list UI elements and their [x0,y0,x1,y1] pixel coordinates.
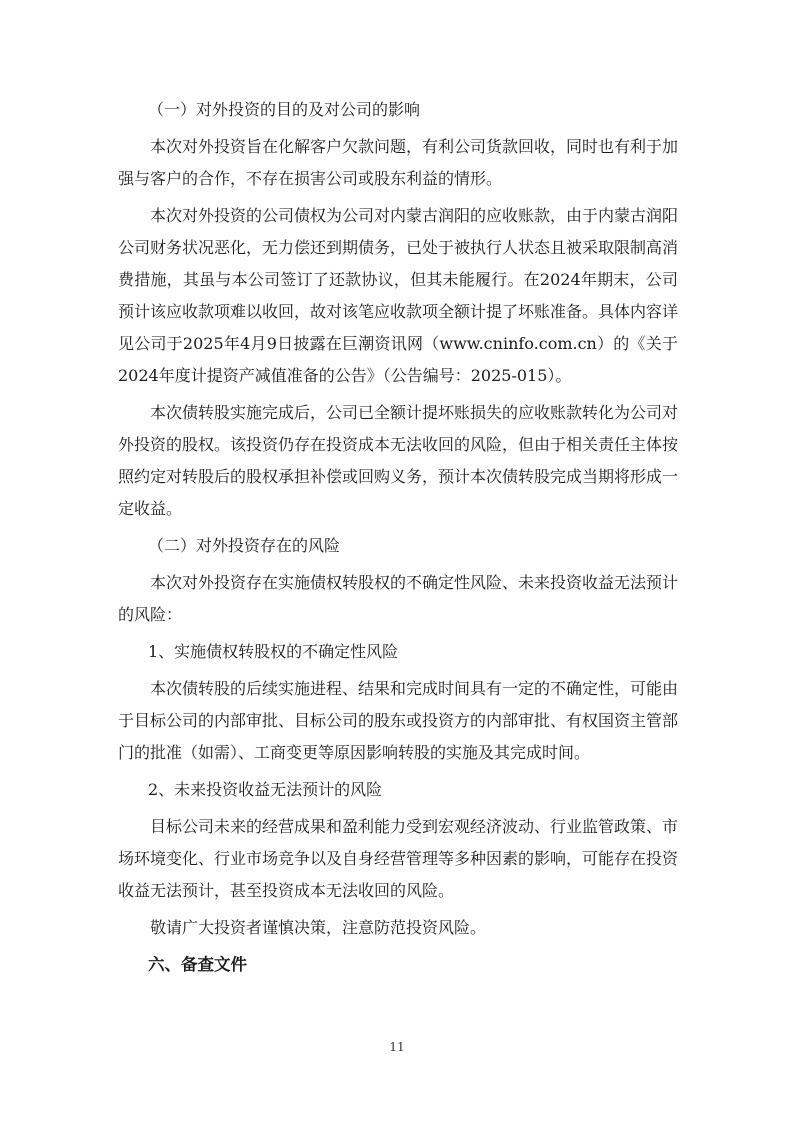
section-heading-investment-purpose: （一）对外投资的目的及对公司的影响 [148,100,421,119]
paragraph-debt-to-equity-result: 本次债转股实施完成后，公司已全额计提坏账损失的应收账款转化为公司对外投资的股权。该投资仍存在投资成本无法收回的风险，但由于相关责任主体按照约定对转股后的股权承担补偿或回购义务，预计本次债转股完成当期将形成一定收益。 [118,403,679,518]
subheading-return-risk: 2、未来投资收益无法预计的风险 [148,780,383,799]
paragraph-uncertainty-risk: 本次债转股的后续实施进程、结果和完成时间具有一定的不确定性，可能由于目标公司的内部审批、目标公司的股东或投资方的内部审批、有权国资主管部门的批准（如需）、工商变更等原因影响转股的实施及其完成时间。 [118,679,679,762]
section-heading-reference-documents: 六、备查文件 [148,955,247,974]
paragraph-return-risk: 目标公司未来的经营成果和盈利能力受到宏观经济波动、行业监管政策、市场环境变化、行业市场竞争以及自身经营管理等多种因素的影响，可能存在投资收益无法预计，甚至投资成本无法收回的风险。 [118,817,679,900]
section-heading-investment-risks: （二）对外投资存在的风险 [148,536,341,555]
subheading-uncertainty-risk: 1、实施债权转股权的不确定性风险 [148,642,399,661]
document-body [118,94,678,986]
page-number: 11 [389,1040,405,1054]
paragraph-risk-overview: 本次对外投资存在实施债权转股权的不确定性风险、未来投资收益无法预计的风险： [118,573,679,624]
paragraph-receivable-details: 本次对外投资的公司债权为公司对内蒙古润阳的应收账款，由于内蒙古润阳公司财务状况恶化，无力偿还到期债务，已处于被执行人状态且被采取限制高消费措施，其虽与本公司签订了还款协议，但其未能履行。在2024年期末，公司预计该应收款项难以收回，故对该笔应收款项全额计提了坏账准备。具体内容详见公司于2025年4月9日披露在巨潮资讯网（www.cninfo.com.cn）的《关于2024年度计提资产减值准备的公告》（公告编号：2025-015）。 [118,206,679,385]
paragraph-investment-aim: 本次对外投资旨在化解客户欠款问题，有利公司货款回收，同时也有利于加强与客户的合作，不存在损害公司或股东利益的情形。 [118,137,679,188]
paragraph-investor-caution: 敬请广大投资者谨慎决策，注意防范投资风险。 [150,918,487,937]
